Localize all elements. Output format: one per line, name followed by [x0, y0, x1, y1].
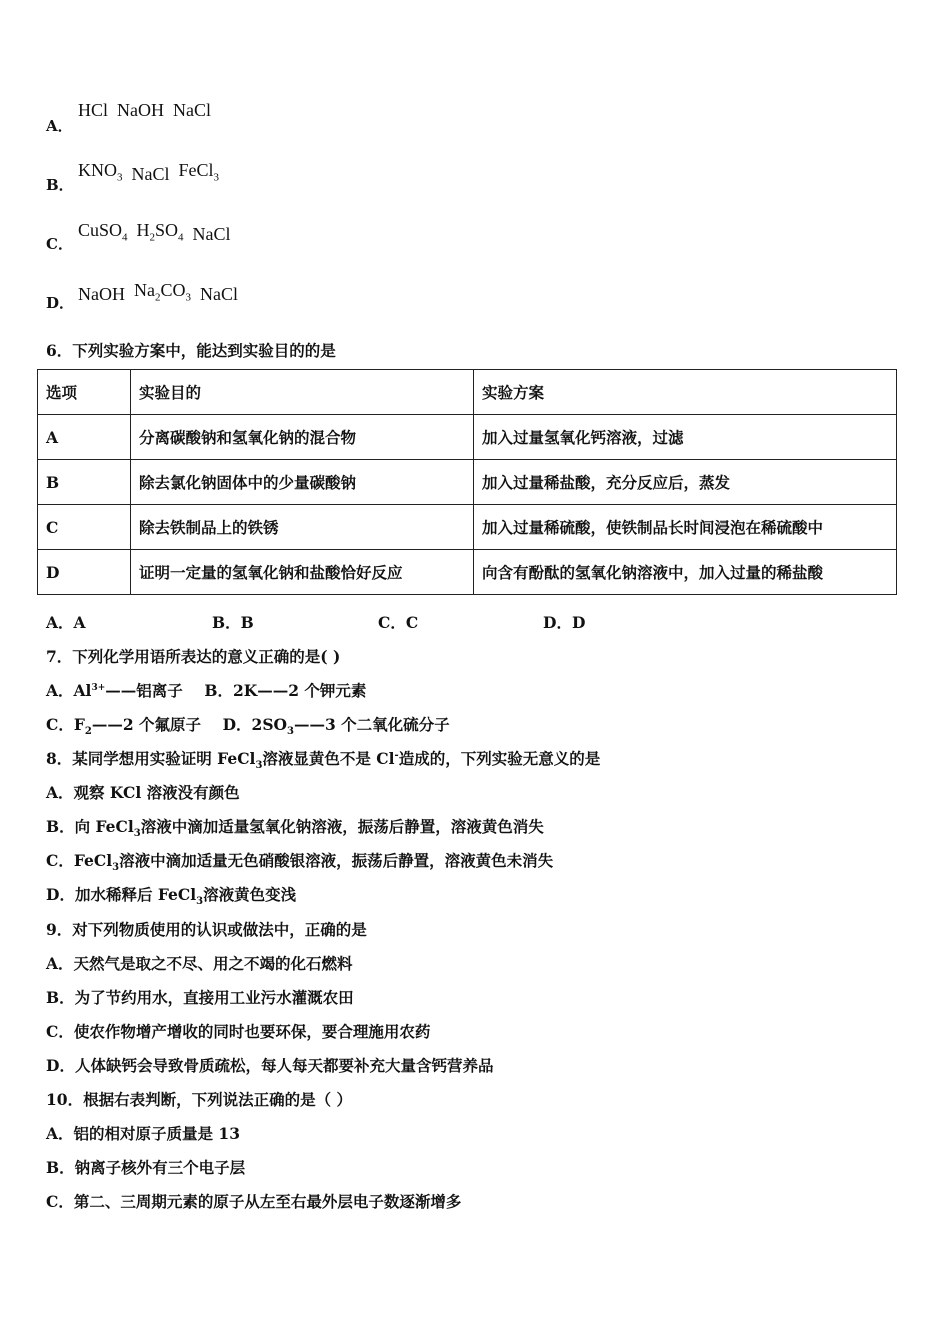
option-letter: B．	[46, 176, 74, 194]
question-8-option-b: B．向 FeCl$_3$溶液中滴加适量氢氧化钠溶液，振荡后静置，溶液黄色消失	[46, 817, 544, 840]
question-7-options-cd: C．$F_2——2$ 个氟原子 D．$2SO_3——3$ 个二氧化硫分子	[46, 715, 450, 738]
table-cell: 加入过量氢氧化钙溶液，过滤	[474, 415, 897, 460]
table-row	[38, 460, 897, 505]
formula: $KNO_3$ NaCl FeCl$_3$	[78, 160, 220, 184]
question-10-option-b: B．钠离子核外有三个电子层	[46, 1158, 246, 1177]
table-header-cell: 实验目的	[131, 370, 474, 415]
question-10-title: 10．根据右表判断，下列说法正确的是（ ）	[46, 1090, 352, 1109]
table-row	[38, 550, 897, 595]
question-10-option-a: A．铝的相对原子质量是 13	[46, 1124, 240, 1143]
table-cell: 除去铁制品上的铁锈	[131, 505, 474, 550]
question-9-option-b: B．为了节约用水，直接用工业污水灌溉农田	[46, 988, 354, 1007]
experiment-table	[37, 369, 897, 595]
answer-option-c: C．C	[378, 613, 419, 632]
option-letter: A．	[46, 117, 73, 135]
table-cell: 分离碳酸钠和氢氧化钠的混合物	[131, 415, 474, 460]
question-9-option-a: A．天然气是取之不尽、用之不竭的化石燃料	[46, 954, 353, 973]
table-row	[38, 415, 897, 460]
table-cell: D	[38, 550, 131, 595]
question-7-options-ab: A．$Al^{3+}——$铝离子 B．2K——2 个钾元素	[46, 681, 367, 700]
question-8-option-c: C．FeCl$_3$溶液中滴加适量无色硝酸银溶液，振荡后静置，溶液黄色未消失	[46, 851, 554, 874]
question-8-option-d: D．加水稀释后 FeCl$_3$溶液黄色变浅	[46, 885, 297, 908]
question-7-title: 7．下列化学用语所表达的意义正确的是( )	[46, 647, 341, 666]
question-9-option-d: D．人体缺钙会导致骨质疏松，每人每天都要补充大量含钙营养品	[46, 1056, 494, 1075]
table-row	[38, 505, 897, 550]
table-header-cell: 选项	[38, 370, 131, 415]
question-9-title: 9．对下列物质使用的认识或做法中，正确的是	[46, 920, 367, 939]
table-header-row	[38, 370, 897, 415]
answer-option-b: B．B	[212, 613, 254, 632]
question-10-option-c: C．第二、三周期元素的原子从左至右最外层电子数逐渐增多	[46, 1192, 462, 1211]
formula: CuSO$_4$ $H_2SO_4$ NaCl	[78, 220, 231, 244]
question-6-title: 6．下列实验方案中，能达到实验目的的是	[46, 341, 336, 360]
formula: HCl NaOH NaCl	[78, 100, 212, 120]
question-8-title: 8．某同学想用实验证明 FeCl$_3$溶液显黄色不是 Cl-造成的，下列实验无意义的是	[46, 749, 601, 772]
table-header-cell: 实验方案	[474, 370, 897, 415]
table-cell: C	[38, 505, 131, 550]
option-letter: D．	[46, 294, 75, 312]
formula: NaOH $Na_2CO_3$ NaCl	[78, 280, 239, 304]
question-9-option-c: C．使农作物增产增收的同时也要环保，要合理施用农药	[46, 1022, 431, 1041]
table-cell: B	[38, 460, 131, 505]
table-cell: 证明一定量的氢氧化钠和盐酸恰好反应	[131, 550, 474, 595]
table-cell: 加入过量稀硫酸，使铁制品长时间浸泡在稀硫酸中	[474, 505, 897, 550]
table-cell: 加入过量稀盐酸，充分反应后，蒸发	[474, 460, 897, 505]
answer-option-d: D．D	[543, 613, 586, 632]
answer-option-a: A．A	[46, 613, 86, 632]
table-cell: 向含有酚酞的氢氧化钠溶液中，加入过量的稀盐酸	[474, 550, 897, 595]
table-cell: 除去氯化钠固体中的少量碳酸钠	[131, 460, 474, 505]
question-8-option-a: A．观察 KCl 溶液没有颜色	[46, 783, 240, 802]
option-letter: C．	[46, 235, 73, 253]
table-cell: A	[38, 415, 131, 460]
